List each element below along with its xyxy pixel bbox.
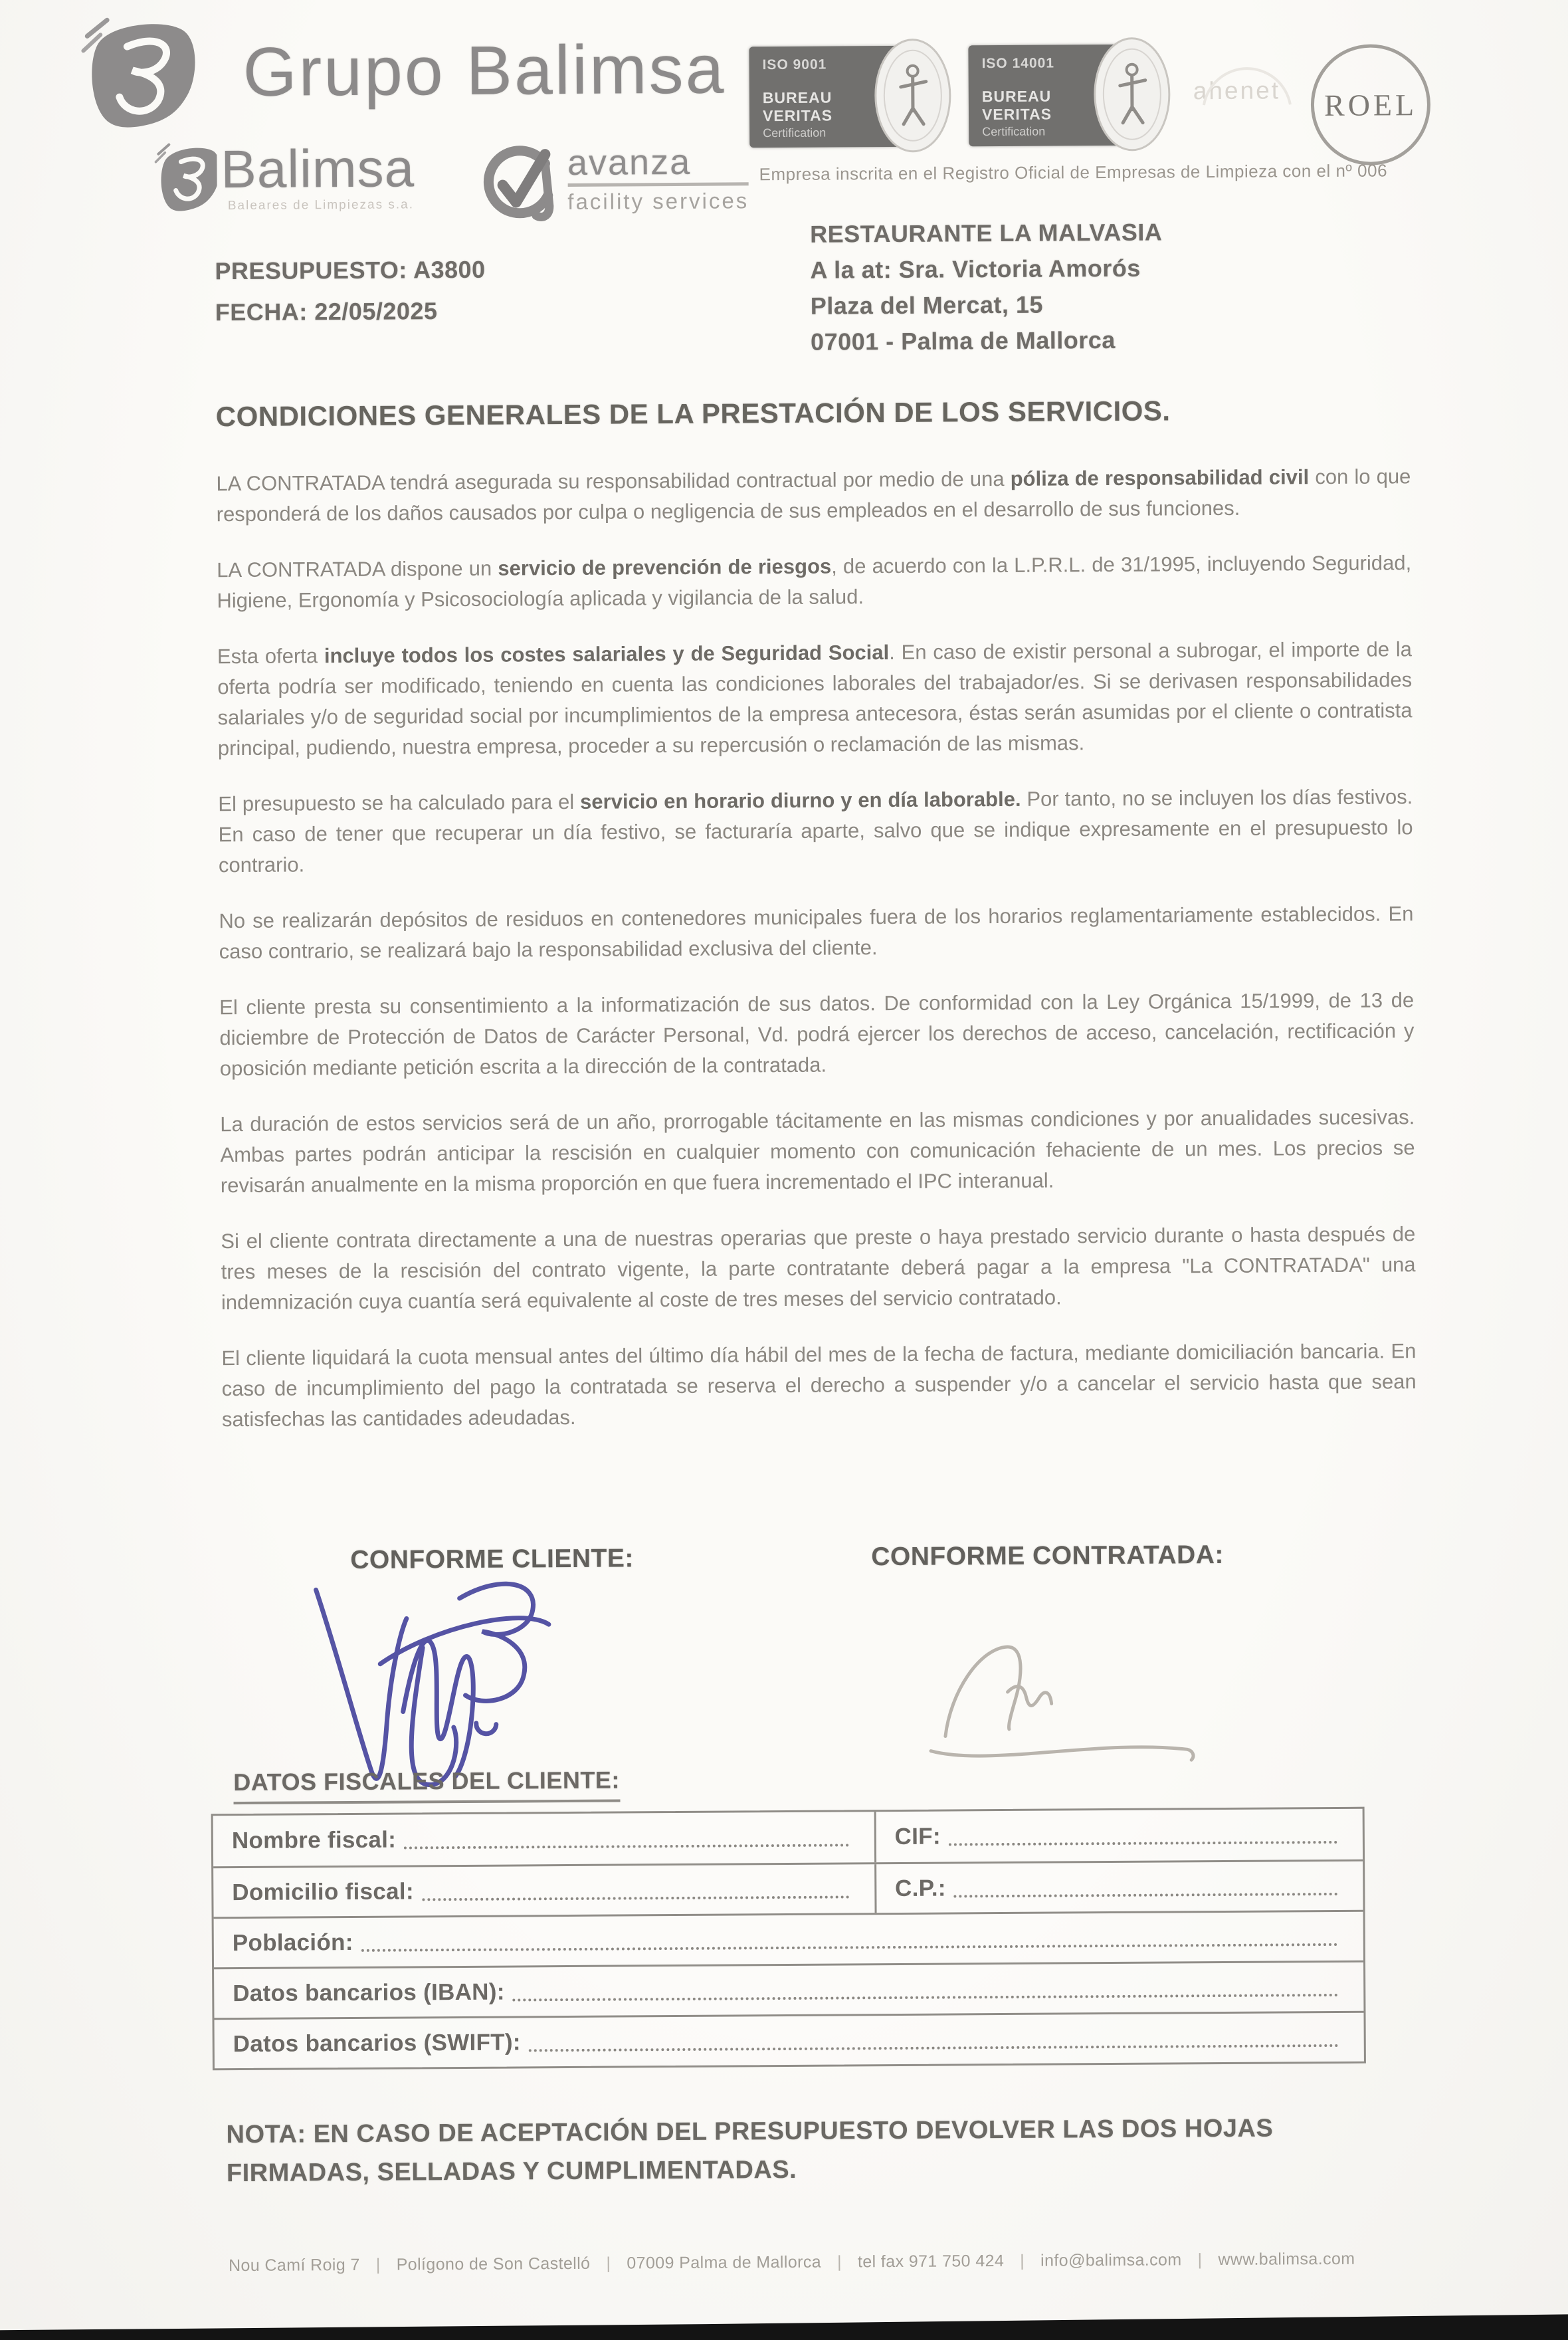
swift-fill-line[interactable]: [529, 2044, 1339, 2051]
footer-contact-line: Nou Camí Roig 7 | Polígono de Son Castelló | 07009 Palma de Mallorca | tel fax 971 750 424 | info@balimsa.com | www.balimsa.com: [228, 2249, 1355, 2276]
poblacion-fill-line[interactable]: [361, 1943, 1338, 1951]
iso-14001-label: ISO 14001: [981, 55, 1055, 72]
recipient-attention: A la at: Sra. Victoria Amorós: [810, 254, 1141, 284]
domicilio-fiscal-fill-line[interactable]: [422, 1895, 849, 1901]
roel-logo: [1311, 44, 1431, 165]
fecha-line: FECHA: 22/05/2025: [215, 297, 438, 326]
cif-label: CIF:: [894, 1823, 941, 1850]
cif-cell: [874, 1809, 1363, 1862]
poblacion-cell: [214, 1912, 1363, 1968]
footer-district: Polígono de Son Castelló: [396, 2254, 591, 2274]
balimsa-tagline: Baleares de Limpiezas s.a.: [227, 197, 415, 213]
cp-cell: [874, 1861, 1363, 1913]
ahenet-wordmark: ahenet: [1193, 76, 1281, 105]
table-row: [214, 1910, 1363, 1968]
bureau-veritas-label: BUREAU VERITAS: [981, 87, 1052, 124]
iban-fill-line[interactable]: [513, 1993, 1339, 2001]
cif-fill-line[interactable]: [949, 1841, 1337, 1846]
contractor-signature: [920, 1627, 1206, 1782]
bureau-veritas-seal-icon: [1090, 35, 1173, 154]
table-row: [214, 2011, 1363, 2069]
cp-fill-line[interactable]: [954, 1892, 1338, 1897]
acceptance-note: NOTA: EN CASO DE ACEPTACIÓN DEL PRESUPUESTO DEVOLVER LAS DOS HOJAS FIRMADAS, SELLADAS Y CUMPLIMENTADAS.: [226, 2114, 1274, 2188]
cp-label: C.P.:: [894, 1875, 946, 1901]
grupo-balimsa-logo: [78, 13, 726, 131]
conforme-contratada-label: CONFORME CONTRATADA:: [871, 1540, 1225, 1572]
document-title: CONDICIONES GENERALES DE LA PRESTACIÓN DE LOS SERVICIOS.: [215, 395, 1171, 433]
avanza-check-icon: [476, 144, 557, 225]
roel-wordmark: ROEL: [1323, 87, 1418, 122]
nombre-fiscal-cell: [213, 1812, 874, 1866]
iso-9001-badge: [749, 46, 910, 148]
bureau-veritas-seal-icon: [871, 36, 954, 155]
poblacion-label: Población:: [232, 1929, 353, 1956]
certification-label: Certification: [763, 126, 827, 140]
footer-email: info@balimsa.com: [1040, 2250, 1182, 2270]
recipient-city: 07001 - Palma de Mallorca: [810, 326, 1116, 356]
budget-meta: [215, 249, 486, 333]
table-row: [213, 1809, 1363, 1867]
registry-note: Empresa inscrita en el Registro Oficial de Empresas de Limpieza con el nº 006: [759, 160, 1388, 185]
table-row: [214, 1961, 1363, 2018]
certification-label: Certification: [982, 124, 1046, 139]
balimsa-logo-mark-icon: [78, 15, 205, 130]
fiscal-data-table: [211, 1807, 1366, 2071]
avanza-wordmark: avanza: [567, 142, 749, 187]
balimsa-logo: [153, 140, 415, 215]
terms-paragraphs: [216, 461, 1417, 1460]
balimsa-logo-mark-icon: [153, 142, 217, 215]
footer-city: 07009 Palma de Mallorca: [627, 2252, 822, 2273]
balimsa-wordmark: Balimsa: [221, 138, 415, 199]
footer-phone: tel fax 971 750 424: [857, 2252, 1005, 2272]
avanza-tagline: facility services: [567, 188, 749, 214]
iso-9001-label: ISO 9001: [762, 56, 827, 73]
terms-paragraph: La duración de estos servicios será de un año, prorrogable tácitamente en las mismas condiciones y por anualidades sucesivas. Ambas partes podrán anticipar la rescisión en cualquier momento con comunicación fehaciente de un mes. Los precios se revisarán anualmente en la misma proporción en que fuera incrementado el IPC interanual.: [220, 1105, 1415, 1198]
ahenet-arc-icon: [1197, 46, 1297, 106]
terms-paragraph: Si el cliente contrata directamente a una de nuestras operarias que preste o haya prestado servicio durante o hasta después de tres meses de la rescisión del contrato vigente, la parte contratante deberá pagar a la empresa "La CONTRATADA" una indemnización cuya cuantía será equivalente al coste de tres meses del servicio contratado.: [221, 1222, 1416, 1315]
grupo-balimsa-wordmark: Grupo Balimsa: [243, 31, 726, 111]
recipient-name: RESTAURANTE LA MALVASIA: [809, 218, 1163, 248]
iso-14001-badge: [968, 45, 1129, 146]
certification-badges: [749, 43, 1430, 169]
footer-street: Nou Camí Roig 7: [228, 2255, 360, 2276]
bureau-veritas-label: BUREAU VERITAS: [762, 88, 833, 125]
ahenet-logo: [1193, 76, 1280, 105]
swift-cell: [215, 2013, 1364, 2069]
avanza-logo: [476, 142, 749, 225]
recipient-block: [810, 215, 1163, 360]
terms-paragraph: No se realizarán depósitos de residuos en contenedores municipales fuera de los horarios reglamentariamente establecidos. En caso contrario, se realizará bajo la responsabilidad exclusiva del cliente.: [219, 902, 1414, 964]
terms-paragraph: LA CONTRATADA dispone un servicio de prevención de riesgos, de acuerdo con la L.P.R.L. de 31/1995, incluyendo Seguridad, Higiene, Ergonomía y Psicosociología aplicada y vigilancia de la salud.: [217, 551, 1412, 613]
table-row: [213, 1860, 1363, 1917]
nombre-fiscal-label: Nombre fiscal:: [231, 1826, 397, 1854]
presupuesto-line: PRESUPUESTO: A3800: [215, 255, 486, 285]
terms-paragraph: Esta oferta incluye todos los costes salariales y de Seguridad Social. En caso de existir personal a subrogar, el importe de la oferta podría ser modificado, teniendo en cuenta las condiciones laborales del trabajador/es. Si se derivasen responsabilidades salariales y/o de seguridad social por incumplimientos de la empresa antecesora, éstas serán asumidas por el cliente o contratista principal, pudiendo, nuestra empresa, proceder a su repercusión o reclamación de las mismas.: [217, 637, 1413, 760]
footer-website: www.balimsa.com: [1218, 2249, 1355, 2270]
iban-label: Datos bancarios (IBAN):: [233, 1978, 505, 2006]
domicilio-fiscal-label: Domicilio fiscal:: [232, 1877, 414, 1905]
nombre-fiscal-fill-line[interactable]: [404, 1844, 848, 1849]
conforme-cliente-label: CONFORME CLIENTE:: [350, 1544, 635, 1575]
terms-paragraph: LA CONTRATADA tendrá asegurada su responsabilidad contractual por medio de una póliza de responsabilidad civil con lo que responderá de los daños causados por culpa o negligencia de sus empleados en el desarrollo de sus funciones.: [216, 465, 1411, 526]
swift-label: Datos bancarios (SWIFT):: [233, 2028, 521, 2057]
terms-paragraph: El cliente presta su consentimiento a la informatización de sus datos. De conformidad con la Ley Orgánica 15/1999, de 13 de diciembre de Protección de Datos de Carácter Personal, Vd. podrá ejercer los derechos de acceso, cancelación, rectificación y oposición mediante petición escrita a la dirección de la contratada.: [219, 988, 1415, 1081]
recipient-address: Plaza del Mercat, 15: [810, 290, 1044, 320]
terms-paragraph: El cliente liquidará la cuota mensual antes del último día hábil del mes de la fecha de factura, mediante domiciliación bancaria. En caso de incumplimiento del pago la contratada se reserva el derecho a suspender y/o a cancelar el servicio hasta que sean satisfechas las cantidades adeudadas.: [221, 1339, 1417, 1432]
terms-paragraph: El presupuesto se ha calculado para el servicio en horario diurno y en día laborable. Por tanto, no se incluyen los días festivos. En caso de tener que recuperar un día festivo, se facturaría aparte, salvo que se indique expresamente en el presupuesto lo contrario.: [218, 785, 1413, 877]
domicilio-fiscal-cell: [213, 1864, 874, 1917]
fiscal-data-heading: DATOS FISCALES DEL CLIENTE:: [233, 1766, 620, 1805]
iban-cell: [214, 1963, 1363, 2018]
